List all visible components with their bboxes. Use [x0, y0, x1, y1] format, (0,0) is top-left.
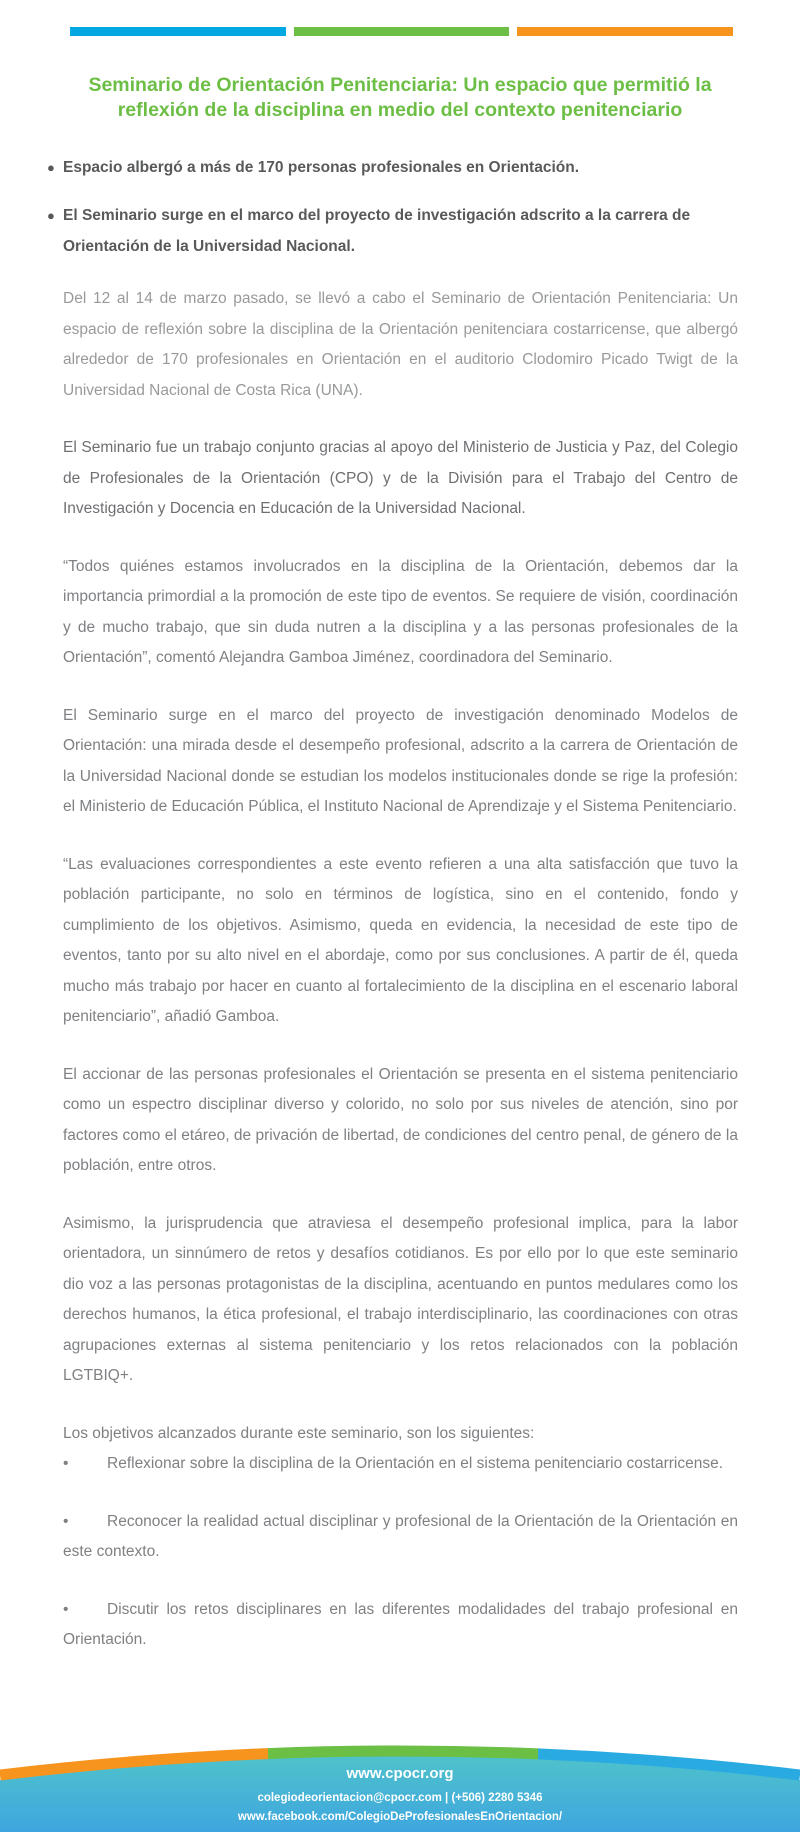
- paragraph: Asimismo, la jurisprudencia que atraviesa el desempeño profesional implica, para la labor orientadora, un sinnúmero de retos y desafíos cotidianos. Es por ello por lo que este seminario dio voz a las personas protagonistas de la disciplina, acentuando en puntos medulares como los derechos humanos, la ética profesional, el trabajo interdisciplinario, las coordinaciones con otras agrupaciones externas al sistema penitenciario y los retos relacionados con la población LGTBIQ+.: [63, 1214, 738, 1384]
- footer-website-link[interactable]: www.cpocr.org: [346, 1765, 454, 1782]
- highlights-list: [47, 152, 739, 279]
- highlight-text: El Seminario surge en el marco del proyecto de investigación adscrito a la carrera de Orientación de la Universidad Nacional.: [63, 207, 691, 255]
- paragraph: Del 12 al 14 de marzo pasado, se llevó a cabo el Seminario de Orientación Penitenciaria: Un espacio de reflexión sobre la disciplina de la Orientación penitenciara costarricense, que albergó alrededor de 170 profesionales en Orientación en el auditorio Clodomiro Picado Twigt de la Universidad Nacional de Costa Rica (UNA).: [63, 290, 738, 399]
- bullet-dot-icon: •: [63, 1512, 69, 1530]
- objective-text: Reflexionar sobre la disciplina de la Orientación en el sistema penitenciario costarricense.: [107, 1455, 724, 1472]
- objective-item: [63, 1449, 738, 1480]
- header-color-bars: [70, 27, 733, 36]
- header-bar-green: [294, 27, 510, 36]
- paragraph: “Todos quiénes estamos involucrados en la disciplina de la Orientación, debemos dar la importancia primordial a la promoción de este tipo de eventos. Se requiere de visión, coordinación y de mucho trabajo, que sin duda nutren a la disciplina y a las personas profesionales de la Orientación”, comentó Alejandra Gamboa Jiménez, coordinadora del Seminario.: [63, 557, 738, 666]
- bullet-dot-icon: •: [63, 1600, 69, 1618]
- objectives-intro: Los objetivos alcanzados durante este seminario, son los siguientes:: [63, 1424, 535, 1442]
- article-body: [63, 284, 738, 1683]
- objective-item: [63, 1595, 738, 1656]
- paragraph: El Seminario surge en el marco del proyecto de investigación denominado Modelos de Orientación: una mirada desde el desempeño profesional, adscrito a la carrera de Orientación de la Universidad Nacional donde se estudian los modelos institucionales donde se rige la profesión: el Ministerio de Educación Pública, el Instituto Nacional de Aprendizaje y el Sistema Penitenciario.: [63, 706, 738, 815]
- objective-item: [63, 1507, 738, 1568]
- paragraph: El Seminario fue un trabajo conjunto gracias al apoyo del Ministerio de Justicia y Paz, del Colegio de Profesionales de la Orientación (CPO) y de la División para el Trabajo del Centro de Investigación y Docencia en Educación de la Universidad Nacional.: [63, 439, 738, 517]
- footer: [0, 1740, 800, 1832]
- bullet-dot-icon: •: [63, 1455, 69, 1472]
- bullet-dot-icon: ●: [47, 160, 55, 175]
- highlight-item: [47, 152, 739, 183]
- header-bar-orange: [517, 27, 733, 36]
- paragraph: El accionar de las personas profesionales el Orientación se presenta en el sistema penitenciario como un espectro disciplinar diverso y colorido, no solo por sus niveles de atención, sino por factores como el etáreo, de privación de libertad, de condiciones del centro penal, de género de la población, entre otros.: [63, 1065, 738, 1174]
- objective-text: Reconocer la realidad actual disciplinar y profesional de la Orientación de la Orientación en este contexto.: [63, 1512, 738, 1560]
- header-bar-blue: [70, 27, 286, 36]
- highlight-item: [47, 200, 739, 262]
- footer-email-phone[interactable]: colegiodeorientacion@cpocr.com | (+506) 2280 5346: [257, 1792, 543, 1804]
- footer-facebook-link[interactable]: www.facebook.com/ColegioDeProfesionalesEnOrientacion/: [237, 1811, 563, 1823]
- highlight-text: Espacio albergó a más de 170 personas profesionales en Orientación.: [63, 159, 579, 176]
- objective-text: Discutir los retos disciplinares en las diferentes modalidades del trabajo profesional en Orientación.: [63, 1600, 738, 1648]
- footer-contact-block: [0, 1764, 800, 1827]
- bullet-dot-icon: ●: [47, 208, 55, 223]
- article-title: Seminario de Orientación Penitenciaria: Un espacio que permitió la reflexión de la disciplina en medio del contexto penitenciario: [88, 74, 712, 122]
- paragraph: “Las evaluaciones correspondientes a este evento refieren a una alta satisfacción que tuvo la población participante, no solo en términos de logística, sino en el contenido, fondo y cumplimiento de los objetivos. Asimismo, queda en evidencia, la necesidad de este tipo de eventos, tanto por su alto nivel en el abordaje, como por sus conclusiones. A partir de él, queda mucho más trabajo por hacer en cuanto al fortalecimiento de la disciplina en el escenario laboral penitenciario”, añadió Gamboa.: [63, 855, 738, 1025]
